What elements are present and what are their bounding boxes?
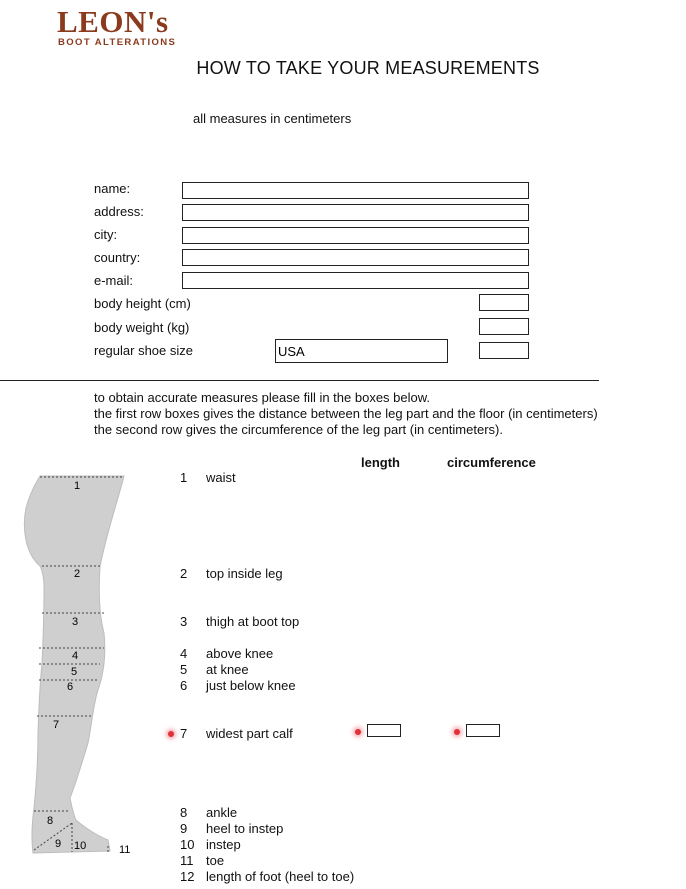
diagram-label-1: 1 — [74, 480, 81, 492]
city-label: city: — [94, 227, 118, 242]
measure-label-foot-length: length of foot (heel to toe) — [206, 869, 355, 884]
diagram-label-8: 8 — [47, 815, 54, 827]
body-weight-field[interactable] — [479, 318, 529, 335]
length-column-header: length — [361, 455, 400, 470]
measure-num-3: 3 — [180, 614, 188, 629]
measure-num-1: 1 — [180, 470, 188, 485]
measure-num-11: 11 — [180, 853, 194, 868]
brand-tagline: BOOT ALTERATIONS — [58, 37, 177, 48]
marker-dot-circumference — [454, 729, 460, 735]
measure-num-4: 4 — [180, 646, 188, 661]
measure-label-at-knee: at knee — [206, 662, 249, 677]
measure-label-ankle: ankle — [206, 805, 238, 820]
name-field[interactable] — [182, 182, 529, 199]
measure-label-instep: instep — [206, 837, 241, 852]
instruction-line-2: the first row boxes gives the distance between the leg part and the floor (in centimeters) — [94, 406, 598, 421]
units-note: all measures in centimeters — [193, 111, 352, 126]
circumference-column-header: circumference — [447, 455, 536, 470]
measure-num-2: 2 — [180, 566, 188, 581]
measure-label-waist: waist — [206, 470, 236, 485]
diagram-label-11: 11 — [119, 844, 131, 856]
diagram-label-2: 2 — [74, 568, 81, 580]
page-title: HOW TO TAKE YOUR MEASUREMENTS — [196, 58, 540, 78]
measure-label-top-inside-leg: top inside leg — [206, 566, 283, 581]
leg-diagram — [0, 468, 140, 858]
shoe-size-extra-field[interactable] — [479, 342, 529, 359]
email-field[interactable] — [182, 272, 529, 289]
measure-num-10: 10 — [180, 837, 195, 852]
divider — [0, 380, 599, 381]
address-field[interactable] — [182, 204, 529, 221]
shoe-size-label: regular shoe size — [94, 343, 193, 358]
measure-num-8: 8 — [180, 805, 188, 820]
country-field[interactable] — [182, 249, 529, 266]
measure-label-toe: toe — [206, 853, 225, 868]
marker-dot-7 — [168, 731, 174, 737]
name-label: name: — [94, 181, 131, 196]
measure-num-12: 12 — [180, 869, 195, 884]
body-height-label: body height (cm) — [94, 296, 191, 311]
diagram-label-7: 7 — [53, 719, 60, 731]
email-label: e-mail: — [94, 273, 134, 288]
body-weight-label: body weight (kg) — [94, 320, 190, 335]
instruction-line-3: the second row gives the circumference of the leg part (in centimeters). — [94, 422, 503, 437]
diagram-label-5: 5 — [71, 666, 78, 678]
brand-logo: LEON's — [57, 4, 169, 39]
measure-label-heel-to-instep: heel to instep — [206, 821, 284, 836]
address-label: address: — [94, 204, 144, 219]
body-height-field[interactable] — [479, 294, 529, 311]
measure-label-thigh: thigh at boot top — [206, 614, 300, 629]
calf-circumference-box[interactable] — [466, 724, 500, 737]
diagram-label-3: 3 — [72, 616, 79, 628]
measure-num-5: 5 — [180, 662, 188, 677]
instruction-line-1: to obtain accurate measures please fill in the boxes below. — [94, 390, 431, 405]
measure-label-above-knee: above knee — [206, 646, 274, 661]
measure-label-calf: widest part calf — [206, 726, 293, 741]
measure-num-7: 7 — [180, 726, 188, 741]
diagram-label-6: 6 — [67, 681, 74, 693]
shoe-size-field[interactable] — [275, 339, 448, 363]
measure-num-9: 9 — [180, 821, 188, 836]
diagram-label-9: 9 — [55, 838, 62, 850]
marker-dot-length — [355, 729, 361, 735]
diagram-label-4: 4 — [72, 650, 79, 662]
measure-label-below-knee: just below knee — [206, 678, 296, 693]
country-label: country: — [94, 250, 141, 265]
calf-length-box[interactable] — [367, 724, 401, 737]
measure-num-6: 6 — [180, 678, 188, 693]
diagram-label-10: 10 — [74, 840, 87, 852]
city-field[interactable] — [182, 227, 529, 244]
